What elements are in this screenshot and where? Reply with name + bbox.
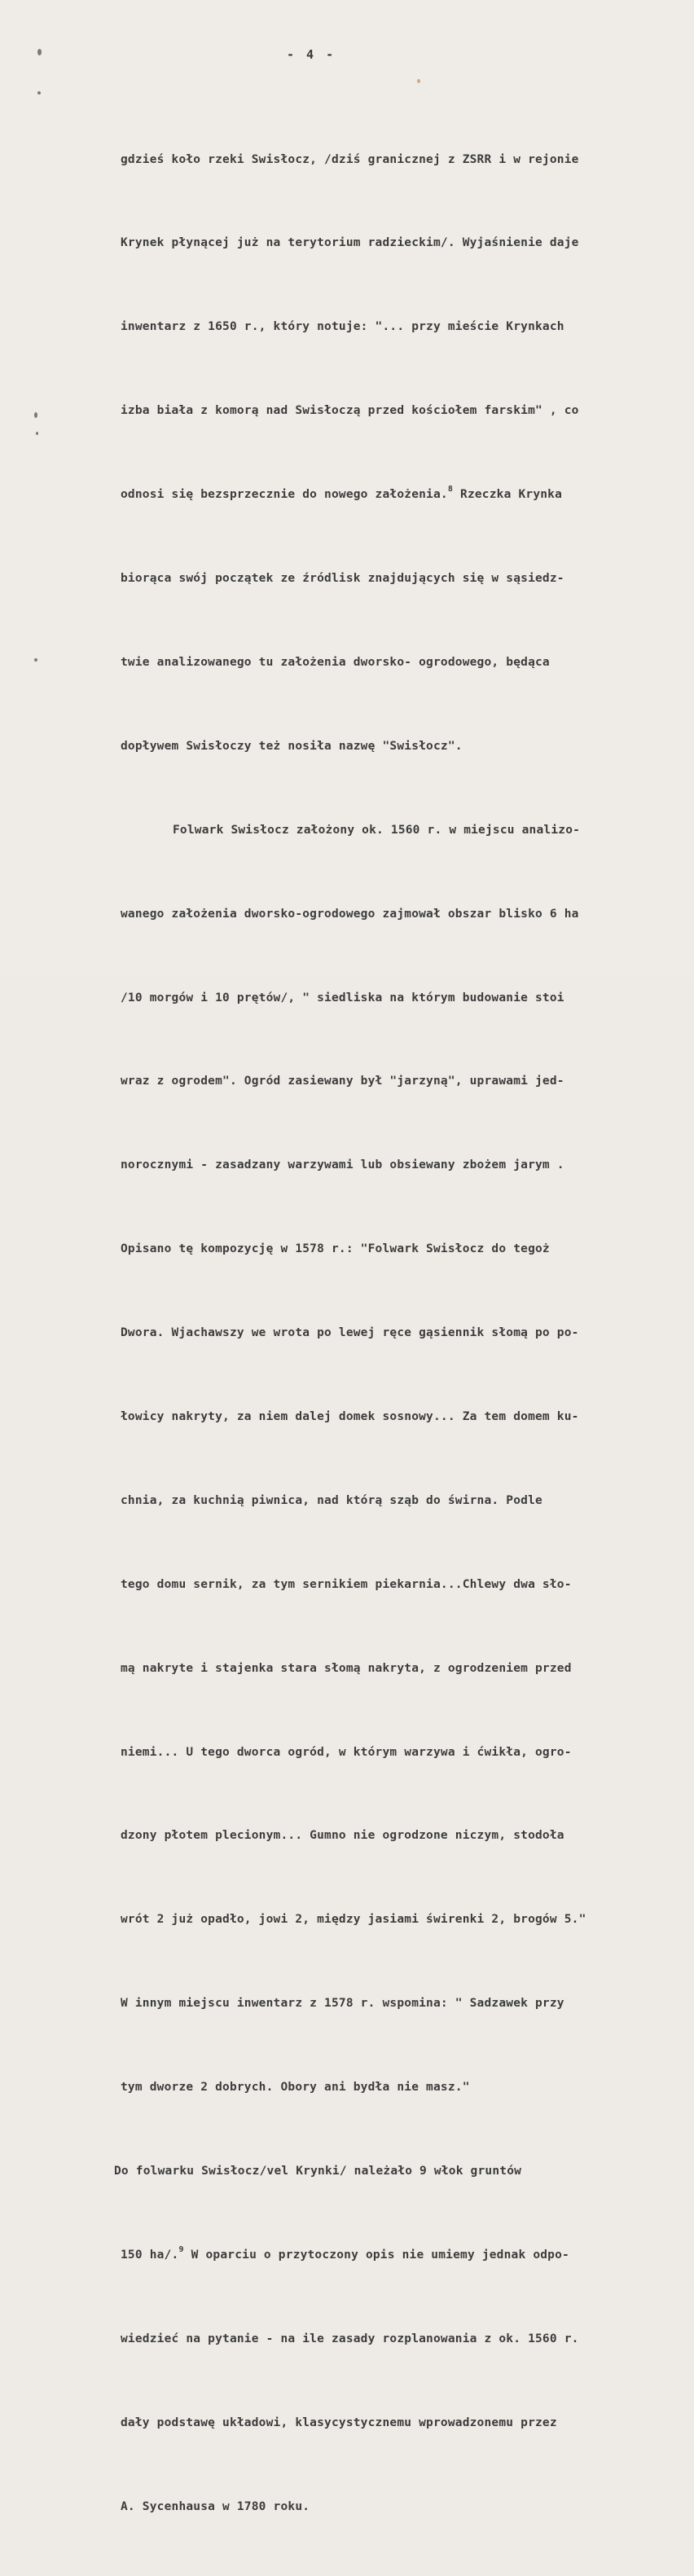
text-line: tym dworze 2 dobrych. Obory ani bydła nie masz." [121, 2081, 470, 2095]
text-line: wanego założenia dworsko-ogrodowego zajmował obszar blisko 6 ha [121, 907, 579, 921]
text-line [121, 481, 674, 508]
text-line: mą nakryte i stajenka stara słomą nakryta, z ogrodzeniem przed [121, 1661, 572, 1675]
text-line: Krynek płynącej już na terytorium radzieckim/. Wyjaśnienie daje [121, 236, 579, 250]
punch-mark [34, 658, 37, 662]
text-line: wrót 2 już opadło, jowi 2, między jasiami świrenki 2, brogów 5." [121, 1913, 586, 1927]
text-line: wiedzieć na pytanie - na ile zasady rozplanowania z ok. 1560 r. [121, 2332, 579, 2345]
punch-mark [37, 91, 41, 95]
text-line: dzony płotem plecionym... Gumno nie ogrodzone niczym, stodoła [121, 1829, 564, 1843]
text-fragment: Rzeczka Krynka [460, 488, 563, 502]
text-line: Do folwarku Swisłocz/vel Krynki/ należało 9 włok gruntów [114, 2164, 522, 2178]
text-line: Folwark Swisłocz założony ok. 1560 r. w miejscu analizo- [173, 823, 581, 837]
footnote-ref: 9 [178, 2244, 184, 2254]
text-fragment: W oparciu o przytoczony opis nie umiemy jednak odpo- [191, 2248, 569, 2262]
text-line: tego domu sernik, za tym sernikiem piekarnia...Chlewy dwa sło- [121, 1577, 572, 1591]
text-line: W innym miejscu inwentarz z 1578 r. wspomina: " Sadzawek przy [121, 1997, 564, 2011]
text-line: niemi... U tego dworca ogród, w którym warzywa i ćwikła, ogro- [121, 1745, 572, 1759]
text-fragment: odnosi się bezsprzecznie do nowego założenia. [121, 488, 448, 502]
text-line: dały podstawę układowi, klasycystycznemu wprowadzonemu przez [121, 2416, 557, 2429]
text-fragment: 150 ha/. [121, 2248, 179, 2262]
text-line: łowicy nakryty, za niem dalej domek sosnowy... Za tem domem ku- [121, 1409, 579, 1423]
text-line: chnia, za kuchnią piwnica, nad którą sząb do świrna. Podle [121, 1493, 542, 1507]
text-line: izba biała z komorą nad Swisłoczą przed kościołem farskim" , co [121, 404, 579, 418]
punch-mark [36, 432, 38, 435]
text-line: gdzieś koło rzeki Swisłocz, /dziś granicznej z ZSRR i w rejonie [121, 152, 579, 166]
punch-mark [34, 412, 37, 418]
footnote-ref: 8 [447, 485, 454, 495]
text-line [121, 2241, 674, 2269]
text-line: norocznymi - zasadzany warzywami lub obsiewany zbożem jarym . [121, 1158, 564, 1172]
text-line: /10 morgów i 10 prętów/, " siedliska na którym budowanie stoi [121, 991, 564, 1004]
text-line: dopływem Swisłoczy też nosiła nazwę "Swisłocz". [121, 739, 463, 753]
text-line: biorąca swój początek ze źródlisk znajdujących się w sąsiedz- [121, 572, 564, 586]
ink-speck [417, 79, 420, 83]
text-line: A. Sycenhausa w 1780 roku. [121, 2499, 310, 2513]
text-line: twie analizowanego tu założenia dworsko- ogrodowego, będąca [121, 655, 550, 669]
text-line: Dwora. Wjachawszy we wrota po lewej ręce gąsiennik słomą po po- [121, 1326, 579, 1340]
text-line: Opisano tę kompozycję w 1578 r.: "Folwark Swisłocz do tegoż [121, 1242, 550, 1256]
punch-mark [37, 49, 42, 55]
body-text [114, 90, 674, 2576]
text-line: inwentarz z 1650 r., który notuje: "... przy mieście Krynkach [121, 320, 564, 334]
text-line: wraz z ogrodem". Ogród zasiewany był "jarzyną", uprawami jed- [121, 1075, 564, 1088]
page-number: - 4 - [287, 47, 336, 62]
